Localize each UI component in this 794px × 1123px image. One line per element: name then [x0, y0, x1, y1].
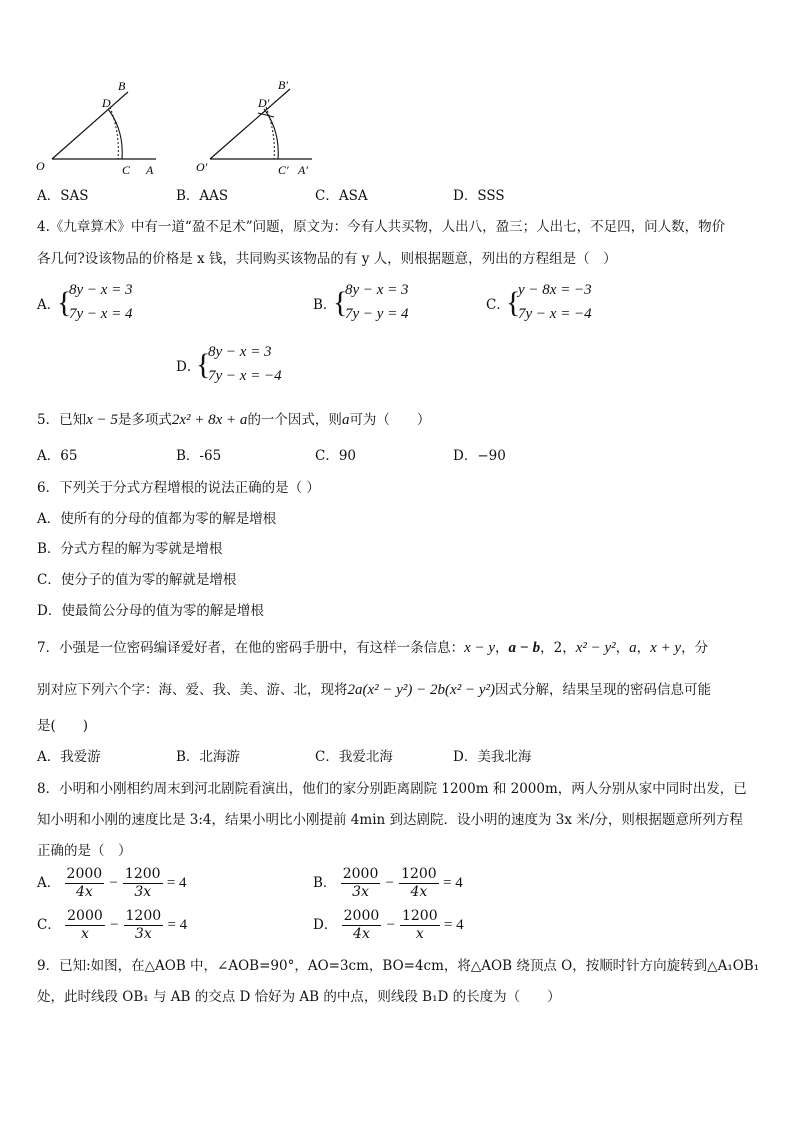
q8-stem-line1: 8．小明和小刚相约周末到河北剧院看演出，他们的家分别距离剧院 1200m 和 2000m，两人分别从家中同时出发，已: [37, 781, 747, 797]
q6-option-c[interactable]: C．使分子的值为零的解就是增根: [37, 572, 237, 588]
q4-stem-line1: 4.《九章算术》中有一道“盈不足术”问题，原文为：今有人共买物，人出八，盈三；人出七，不足四，问人数，物价: [37, 219, 726, 235]
q7-stem-line1: 7．小强是一位密码编译爱好者，在他的密码手册中，有这样一条信息：x − y，a − b，2，x² − y²，a，x + y，分: [37, 640, 709, 656]
q8-stem-line3: 正确的是（ ）: [37, 843, 132, 859]
label-A: A: [146, 163, 154, 177]
q9-stem-line1: 9．已知:如图，在△AOB 中，∠AOB=90°，AO=3cm，BO=4cm，将△AOB 绕顶点 O，按顺时针方向旋转到△A₁OB₁: [37, 958, 760, 974]
q3-option-a[interactable]: A．SAS: [37, 188, 89, 204]
q3-option-b[interactable]: B．AAS: [176, 188, 229, 204]
label-B: B: [118, 79, 126, 93]
label-C-prime: C′: [278, 163, 289, 177]
q5-option-d[interactable]: D．−90: [453, 448, 506, 464]
q7-option-c[interactable]: C．我爱北海: [315, 749, 393, 765]
geometry-figures: [30, 75, 330, 185]
q9-stem-line2: 处，此时线段 OB₁ 与 AB 的交点 D 恰好为 AB 的中点，则线段 B₁D 的长度为（ ）: [37, 989, 561, 1005]
figure-copy: [196, 78, 312, 177]
q7-option-b[interactable]: B．北海游: [176, 749, 240, 765]
label-A-prime: A′: [298, 163, 308, 177]
q6-option-b[interactable]: B．分式方程的解为零就是增根: [37, 541, 223, 557]
label-D: D: [102, 96, 111, 110]
q7-stem-line2: 别对应下列六个字：海、爱、我、美、游、北，现将2a(x² − y²) − 2b(x² − y²)因式分解，结果呈现的密码信息可能: [37, 682, 711, 698]
label-O-prime: O′: [196, 160, 208, 174]
q5-option-c[interactable]: C．90: [315, 448, 357, 464]
q3-option-d[interactable]: D．SSS: [453, 188, 505, 204]
q8-stem-line2: 知小明和小刚的速度比是 3:4，结果小明比小刚提前 4min 到达剧院．设小明的速度为 3x 米/分，则根据题意所列方程: [37, 812, 743, 828]
figure-original: [36, 79, 156, 177]
q5-option-b[interactable]: B．-65: [176, 448, 222, 464]
q3-option-c[interactable]: C．ASA: [315, 188, 368, 204]
q7-option-a[interactable]: A．我爱游: [37, 749, 101, 765]
q7-option-d[interactable]: D．美我北海: [453, 749, 532, 765]
label-B-prime: B′: [278, 78, 288, 92]
label-C: C: [122, 163, 131, 177]
q6-option-a[interactable]: A．使所有的分母的值都为零的解是增根: [37, 511, 277, 527]
label-O: O: [36, 159, 45, 173]
q6-option-d[interactable]: D．使最简公分母的值为零的解是增根: [37, 603, 264, 619]
q8-option-c[interactable]: C． $\frac{2000}{x}$ − $\frac{1200}{3x}$ = 4: [37, 908, 188, 942]
q5-stem: 5．已知x − 5是多项式2x² + 8x + a的一个因式，则a可为（ ）: [37, 412, 431, 428]
q5-option-a[interactable]: A．65: [37, 448, 78, 464]
q8-option-d[interactable]: D． $\frac{2000}{4x}$ − $\frac{1200}{x}$ = 4: [313, 908, 464, 942]
q6-stem: 6．下列关于分式方程增根的说法正确的是（ ）: [37, 480, 320, 496]
q8-option-a[interactable]: A． $\frac{2000}{4x}$ − $\frac{1200}{3x}$ = 4: [37, 866, 187, 900]
label-D-prime: D′: [258, 96, 270, 110]
q8-option-b[interactable]: B． $\frac{2000}{3x}$ − $\frac{1200}{4x}$ = 4: [313, 866, 463, 900]
q7-stem-line3: 是( ): [37, 718, 89, 734]
q4-stem-line2: 各几何?设该物品的价格是 x 钱，共同购买该物品的有 y 人，则根据题意，列出的方程组是（ ）: [37, 251, 617, 267]
